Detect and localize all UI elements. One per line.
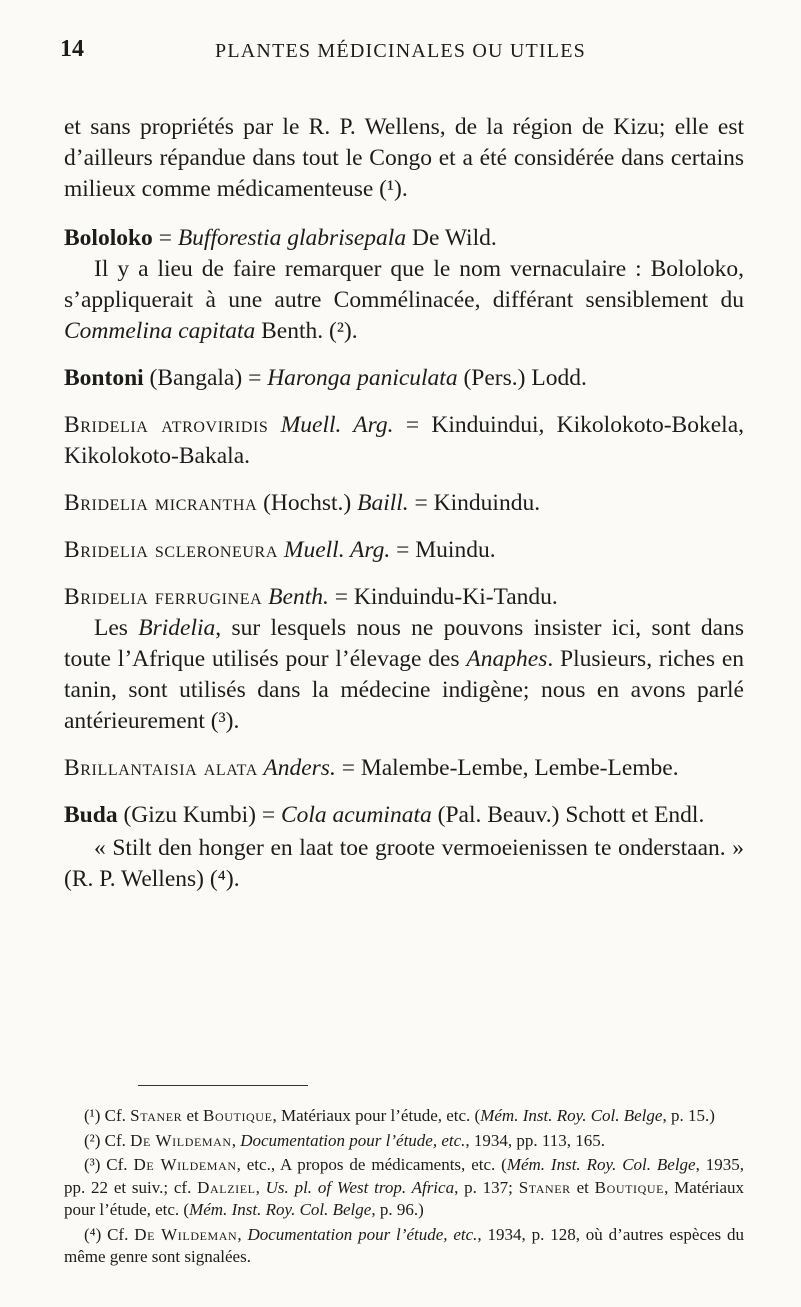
entry-note-end: Benth. (²). [255, 318, 358, 344]
entry-term: Buda [64, 802, 118, 828]
entry-buda [64, 800, 744, 895]
author: Benth. [262, 584, 329, 610]
footnote-3: (³) Cf. De Wildeman, etc., A propos de médicaments, etc. (Mém. Inst. Roy. Col. Belge, 1935, pp. 22 et suiv.; cf. Dalziel, Us. pl. of West trop. Africa, p. 137; Staner et Boutique, Matériaux pour l’étude, etc. (Mém. Inst. Roy. Col. Belge, p. 96.) [64, 1155, 745, 1219]
species-name: Bridelia scleroneura [64, 537, 278, 563]
entry-term: Bontoni [64, 365, 144, 391]
author-part: (Hochst.) [257, 490, 358, 516]
author: (Pal. Beauv.) Schott et Endl. [431, 802, 705, 828]
author: Baill. [357, 490, 409, 516]
footnote-4: (⁴) Cf. De Wildeman, Documentation pour l’étude, etc., 1934, p. 128, où d’autres espèces du même genre sont signalées. [64, 1224, 745, 1266]
entry-bololoko [64, 223, 744, 347]
author: (Pers.) Lodd. [457, 365, 587, 391]
author: De Wild. [406, 225, 497, 251]
entry-bridelia-ferruginea [64, 582, 744, 737]
latin-name: Cola acuminata [280, 802, 432, 828]
footnote-rule [138, 1085, 308, 1086]
vernacular-names: = Kinduindu-Ki-Tandu. [328, 584, 558, 610]
entry-term: Bololoko [64, 225, 153, 251]
author: Muell. Arg. [278, 537, 391, 563]
running-title: PLANTES MÉDICINALES OU UTILES [215, 40, 586, 62]
footnote-2: (²) Cf. De Wildeman, Documentation pour l’étude, etc., 1934, pp. 113, 165. [84, 1130, 606, 1150]
page-number: 14 [60, 36, 84, 62]
vernacular-names: = Muindu. [390, 537, 496, 563]
entry-bridelia-micrantha [64, 488, 744, 519]
page-body [64, 112, 744, 911]
author: Muell. Arg. [268, 412, 394, 438]
footnote-1: (¹) Cf. Staner et Boutique, Matériaux pour l’étude, etc. (Mém. Inst. Roy. Col. Belge, p. 15.) [84, 1106, 715, 1125]
entry-rest: (Gizu Kumbi) = [117, 802, 281, 828]
bridelia-paragraph: Les Bridelia, sur lesquels nous ne pouvons insister ici, sont dans toute l’Afrique utilisés pour l’élevage des Anaphes. Plusieurs, riches en tanin, sont utilisés dans la médecine indigène; nous en avons parlé antérieurement (³). [64, 615, 744, 734]
vernacular-names: = Kinduindu. [408, 490, 541, 516]
equals-sign: = [152, 225, 178, 251]
latin-name: Haronga paniculata [267, 365, 458, 391]
vernacular-names: = Malembe-Lembe, Lembe-Lembe. [335, 755, 679, 781]
species-name: Bridelia atroviridis [64, 412, 269, 438]
species-name: Brillantaisia alata [64, 755, 258, 781]
entry-rest: (Bangala) = [143, 365, 268, 391]
quote: « Stilt den honger en laat toe groote vermoeienissen te onderstaan. » (R. P. Wellens) (⁴). [64, 835, 744, 892]
entry-brillantaisia-alata [64, 753, 744, 784]
species-name: Bridelia micrantha [64, 490, 258, 516]
vernacular-names: = Kinduindui, Kikolokoto-Bokela, Kikolokoto-Bakala. [64, 412, 744, 469]
entry-bridelia-atroviridis [64, 410, 744, 472]
paragraph-continuation: et sans propriétés par le R. P. Wellens, de la région de Kizu; elle est d’ailleurs répandue dans tout le Congo et a été considérée dans certains milieux comme médicamenteuse (¹). [64, 114, 744, 202]
latin-name: Bufforestia glabrisepala [177, 225, 407, 251]
entry-note: Il y a lieu de faire remarquer que le nom vernaculaire : Bololoko, s’appliquerait à une autre Commélinacée, différant sensiblement du [64, 256, 744, 313]
author: Anders. [257, 755, 336, 781]
entry-bridelia-scleroneura [64, 535, 744, 566]
latin-name: Commelina capitata [64, 318, 256, 344]
footnotes [64, 1105, 744, 1271]
species-name: Bridelia ferruginea [64, 584, 263, 610]
entry-bontoni [64, 363, 744, 394]
